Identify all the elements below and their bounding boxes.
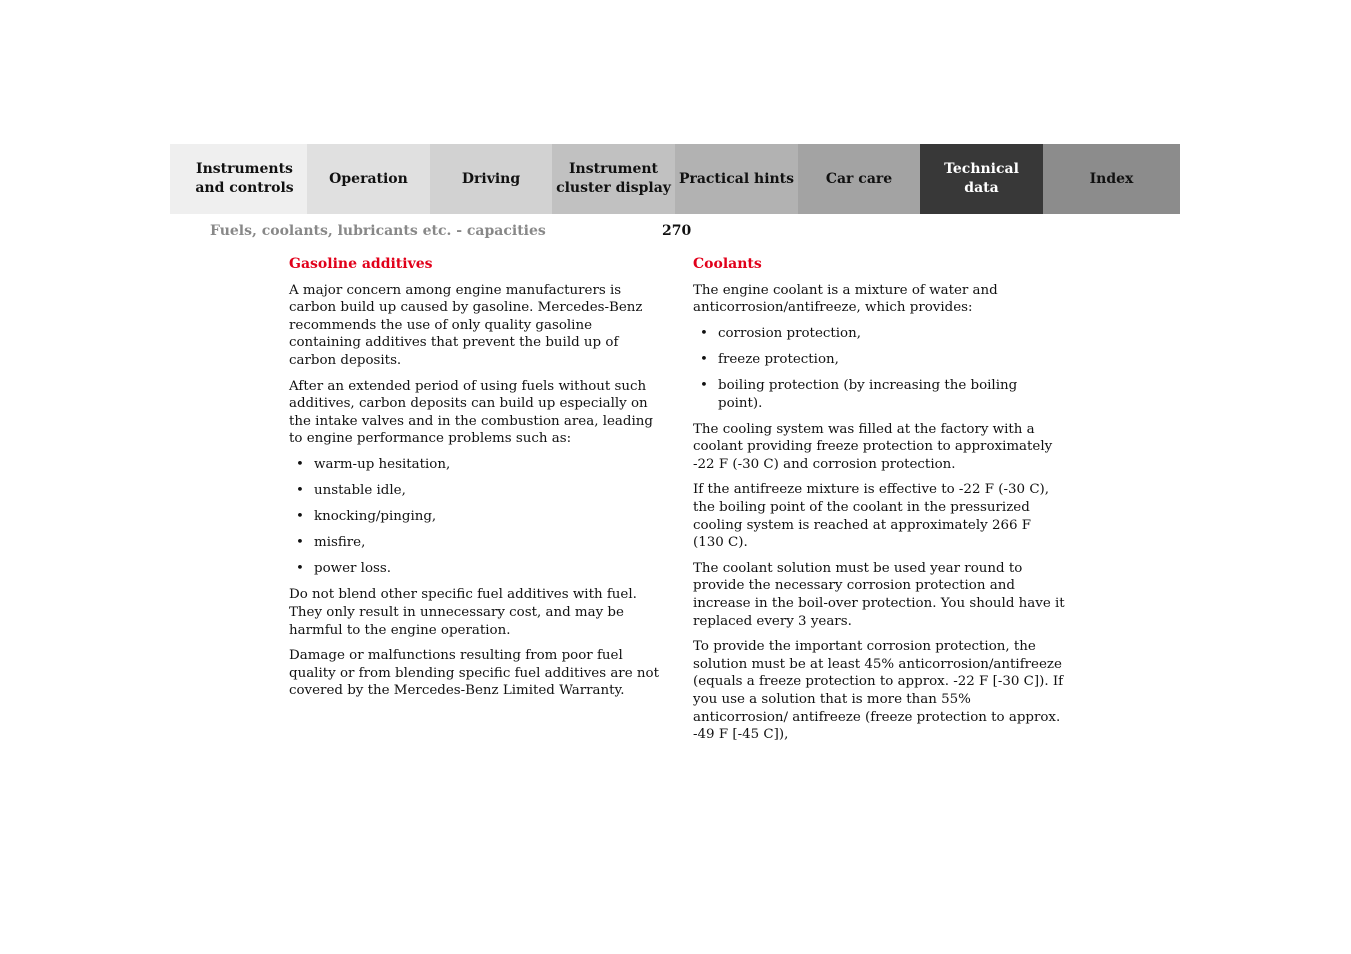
paragraph: After an extended period of using fuels without such additives, carbon deposits can build up especially on the intake valves and in the combustion area, leading to engine performance problems such as: (289, 378, 653, 447)
bullet-icon: • (700, 325, 708, 341)
coolants-heading: Coolants (693, 256, 762, 272)
paragraph: To provide the important corrosion protection, the solution must be at least 45% anticorrosion/antifreeze (equals a freeze protection to approx. -22 F [-30 C]). If you use a solution that is more than 55% anticorrosion/ antifreeze (freeze protection to approx. -49 F [-45 C]), (693, 639, 1064, 743)
list-item (289, 456, 661, 474)
bullet-icon: • (700, 377, 708, 393)
bullet-icon: • (296, 561, 304, 577)
tab-instrument-cluster-display[interactable]: Instrument cluster display (552, 144, 675, 214)
paragraph: The cooling system was filled at the factory with a coolant providing freeze protection to approximately -22 F (-30 C) and corrosion protection. (693, 421, 1053, 472)
bullet-icon: • (296, 483, 304, 499)
page-number: 270 (662, 223, 692, 239)
list-item (693, 351, 1065, 369)
tab-car-care[interactable]: Car care (798, 144, 920, 214)
list-item-text: boiling protection (by increasing the boiling point). (718, 377, 1018, 411)
tab-instruments-and-controls[interactable]: Instruments and controls (170, 144, 307, 214)
coolant-benefits-list (693, 325, 1065, 412)
paragraph: A major concern among engine manufacturers is carbon build up caused by gasoline. Mercedes-Benz recommends the use of only quality gasoline containing additives that prevent the build up of carbon deposits. (289, 282, 643, 368)
list-item-text: unstable idle, (314, 483, 406, 499)
bullet-icon: • (700, 351, 708, 367)
tab-driving[interactable]: Driving (430, 144, 552, 214)
engine-problems-list (289, 456, 661, 578)
list-item-text: power loss. (314, 561, 392, 577)
list-item (289, 508, 661, 526)
paragraph: The coolant solution must be used year round to provide the necessary corrosion protection and increase in the boil-over protection. You should have it replaced every 3 years. (693, 560, 1065, 629)
list-item-text: misfire, (314, 535, 366, 551)
paragraph: Do not blend other specific fuel additives with fuel. They only result in unnecessary cost, and may be harmful to the engine operation. (289, 587, 637, 638)
list-item (289, 560, 661, 578)
list-item-text: knocking/pinging, (314, 509, 437, 525)
left-column (289, 256, 661, 708)
tab-practical-hints[interactable]: Practical hints (675, 144, 798, 214)
right-column (693, 256, 1065, 752)
section-tab-bar (170, 144, 1180, 214)
list-item (693, 377, 1065, 412)
bullet-icon: • (296, 456, 304, 472)
list-item-text: warm-up hesitation, (314, 456, 451, 472)
list-item (289, 534, 661, 552)
list-item (693, 325, 1065, 343)
tab-index[interactable]: Index (1043, 144, 1180, 214)
bullet-icon: • (296, 509, 304, 525)
bullet-icon: • (296, 535, 304, 551)
list-item-text: corrosion protection, (718, 325, 861, 341)
tab-technical-data[interactable]: Technical data (920, 144, 1043, 214)
list-item (289, 482, 661, 500)
list-item-text: freeze protection, (718, 351, 839, 367)
tab-operation[interactable]: Operation (307, 144, 430, 214)
gasoline-additives-heading: Gasoline additives (289, 256, 433, 272)
section-title: Fuels, coolants, lubricants etc. - capacities (210, 223, 546, 239)
paragraph: If the antifreeze mixture is effective to -22 F (-30 C), the boiling point of the coolant in the pressurized cooling system is reached at approximately 266 F (130 C). (693, 482, 1050, 551)
paragraph: Damage or malfunctions resulting from poor fuel quality or from blending specific fuel additives are not covered by the Mercedes-Benz Limited Warranty. (289, 648, 659, 699)
paragraph: The engine coolant is a mixture of water and anticorrosion/antifreeze, which provides: (693, 282, 998, 316)
